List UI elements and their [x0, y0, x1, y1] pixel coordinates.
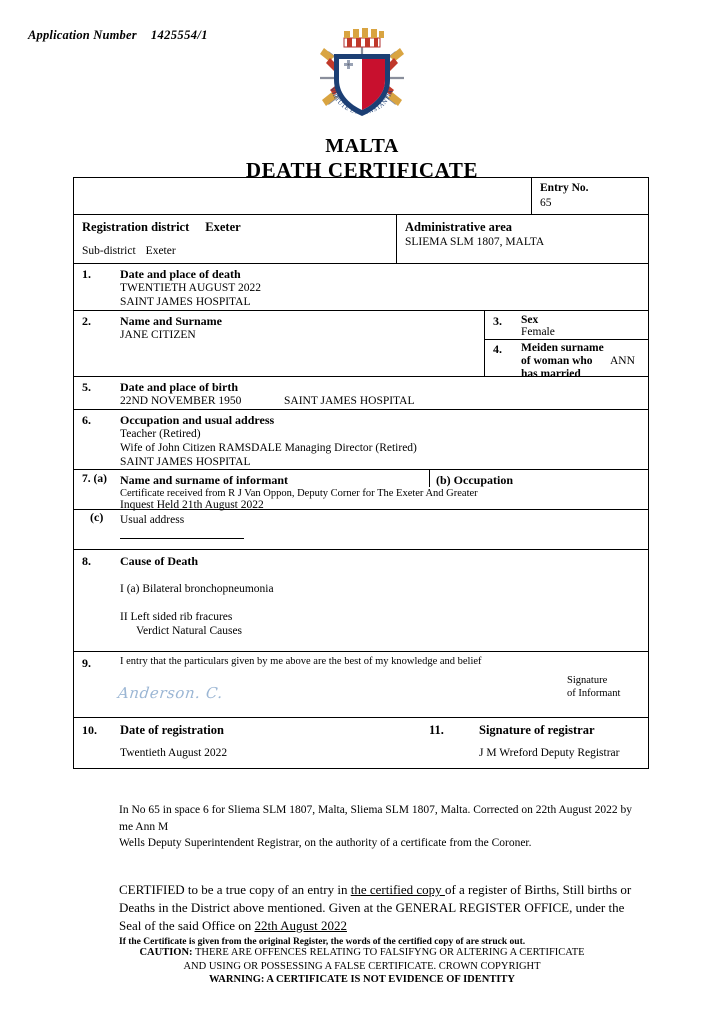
certificate-title: DEATH CERTIFICATE [245, 158, 479, 182]
sex-value: Female [521, 326, 555, 338]
divider [429, 470, 430, 487]
administrative-area-label: Administrative area [405, 220, 513, 234]
correction-note [119, 802, 639, 852]
field-label: Date and place of birth [120, 380, 238, 394]
signature-label-line-1: Signature [567, 675, 608, 686]
table-row-date-place-of-birth [74, 377, 648, 410]
field-label-maiden-3: has married [521, 368, 581, 380]
certified-note: If the Certificate is given from the original Register, the words of the certified copy of are struck out. [119, 937, 526, 947]
informant-line-2: Inquest Held 21th August 2022 [120, 499, 264, 511]
table-row-entry-no [74, 178, 648, 215]
certified-underline-2: 22th August 2022 [254, 918, 347, 933]
certified-part-1: CERTIFIED to be a true copy of an entry in [119, 882, 351, 897]
field-label-sex: Sex [521, 314, 539, 326]
sub-district [82, 245, 176, 257]
row-number: 10. [82, 723, 97, 737]
certificate-table [73, 177, 649, 769]
caution-keyword: CAUTION: [139, 947, 193, 958]
field-label: Occupation and usual address [120, 413, 275, 427]
occupation-value: Teacher (Retired) [120, 428, 201, 440]
birth-date-value: 22ND NOVEMBER 1950 [120, 395, 242, 407]
verdict-value: Verdict Natural Causes [136, 625, 243, 637]
caution-warning-block [0, 946, 724, 987]
table-row-informant [74, 470, 648, 510]
table-row-name-sex-maiden [74, 311, 648, 380]
cause-of-death-i: I (a) Bilateral bronchopneumonia [120, 583, 274, 595]
entry-no-label: Entry No. [540, 182, 589, 194]
sub-district-label: Sub-district [82, 245, 136, 257]
table-row-registration-district [74, 215, 648, 264]
document-title [0, 134, 724, 182]
row-number: 8. [82, 554, 91, 568]
row-number: (c) [90, 510, 104, 524]
row-number: 1. [82, 267, 91, 281]
registration-district [82, 220, 241, 235]
correction-line-3: Wells Deputy Superintendent Registrar, on the authority of a certificate from the Coroner. [119, 837, 532, 849]
caution-text-1: THERE ARE OFFENCES RELATING TO FALSIFYNG OR ALTERING A CERTIFICATE [192, 947, 585, 958]
row-number: 5. [82, 380, 91, 394]
field-label-informant-name: Name and surname of informant [120, 473, 288, 487]
row-number: 11. [429, 723, 444, 737]
table-row-informant-address [74, 510, 648, 550]
name-value: JANE CITIZEN [120, 329, 196, 341]
table-row-date-place-of-death [74, 264, 648, 311]
entry-no-value: 65 [540, 197, 552, 209]
application-number-label: Application Number [28, 28, 137, 42]
cause-of-death-ii: II Left sided rib fracures [120, 611, 233, 623]
row-number: 6. [82, 413, 91, 427]
row-number: 9. [82, 656, 91, 670]
field-label-usual-address: Usual address [120, 514, 185, 526]
field-label: Cause of Death [120, 554, 198, 568]
row-number: 3. [493, 314, 502, 328]
death-date-value: TWENTIETH AUGUST 2022 [120, 282, 261, 294]
table-row-cause-of-death [74, 550, 648, 652]
row-number: 4. [493, 342, 502, 356]
birth-place-value: SAINT JAMES HOSPITAL [284, 395, 415, 407]
svg-text:VIRTUTE ET CONSTANTIA: VIRTUTE ET CONSTANTIA [328, 86, 395, 117]
divider [531, 178, 532, 214]
declaration-text: I entry that the particulars given by me above are the best of my knowledge and belief [120, 656, 482, 667]
death-place-value: SAINT JAMES HOSPITAL [120, 296, 251, 308]
certification-statement [119, 881, 649, 948]
spouse-detail-value: Wife of John Citizen RAMSDALE Managing Director (Retired) [120, 442, 417, 454]
certified-part-2: of a register of Births, Still births or Deaths in the District above mentioned. Given at the GENERAL REGISTER OFFICE, under the Seal of the said Office on [119, 882, 632, 933]
registration-district-value: Exeter [205, 220, 241, 234]
table-row-declaration [74, 652, 648, 718]
caution-line-3: WARNING: A CERTIFICATE IS NOT EVIDENCE OF IDENTITY [208, 974, 516, 985]
field-label-date-of-registration: Date of registration [120, 723, 224, 737]
maiden-surname-value: ANN [610, 355, 635, 367]
registration-district-label: Registration district [82, 220, 190, 234]
row-number: 2. [82, 314, 91, 328]
application-number-value: 1425554/1 [150, 28, 208, 42]
field-label-maiden-2: of woman who [521, 355, 593, 367]
field-label-signature-of-registrar: Signature of registrar [479, 723, 595, 737]
field-label: Date and place of death [120, 267, 241, 281]
informant-line-1: Certificate received from R J Van Oppon, Deputy Corner for The Exeter And Greater [120, 488, 478, 499]
row-number: 7. (a) [82, 473, 107, 485]
caution-line-1 [0, 946, 724, 960]
blank-address-rule [120, 538, 244, 539]
caution-line-2: AND USING OR POSSESSING A FALSE CERTIFICATE. CROWN COPYRIGHT [183, 960, 541, 972]
correction-line-1: In No 65 in space 6 for Sliema SLM 1807, Malta, Sliema SLM 1807, Malta. Corrected on 22th August [119, 804, 592, 816]
signature-label-line-2: of Informant [567, 688, 621, 699]
sub-district-value: Exeter [145, 245, 176, 257]
informant-signature: Anderson. C. [117, 684, 224, 702]
country-title: MALTA [325, 135, 399, 157]
table-row-occupation-address [74, 410, 648, 470]
field-label-name: Name and Surname [120, 314, 223, 328]
usual-address-value: SAINT JAMES HOSPITAL [120, 456, 251, 468]
field-label-informant-occupation: (b) Occupation [436, 473, 514, 487]
table-row-registration-registrar [74, 718, 648, 768]
correction-line-2: 2022 by me Ann M [119, 804, 632, 833]
divider [484, 311, 485, 376]
signature-of-informant-label [567, 674, 620, 700]
crest-container [0, 18, 724, 135]
divider [484, 339, 648, 340]
certified-underline-1: the certified copy [350, 882, 445, 897]
field-label-maiden-1: Meiden surname [521, 342, 604, 354]
registrar-signature-value: J M Wreford Deputy Registrar [479, 747, 620, 759]
malta-coat-of-arms-icon [306, 18, 418, 130]
divider [396, 215, 397, 263]
administrative-area-value: SLIEMA SLM 1807, MALTA [405, 236, 545, 248]
date-of-registration-value: Twentieth August 2022 [120, 747, 228, 759]
